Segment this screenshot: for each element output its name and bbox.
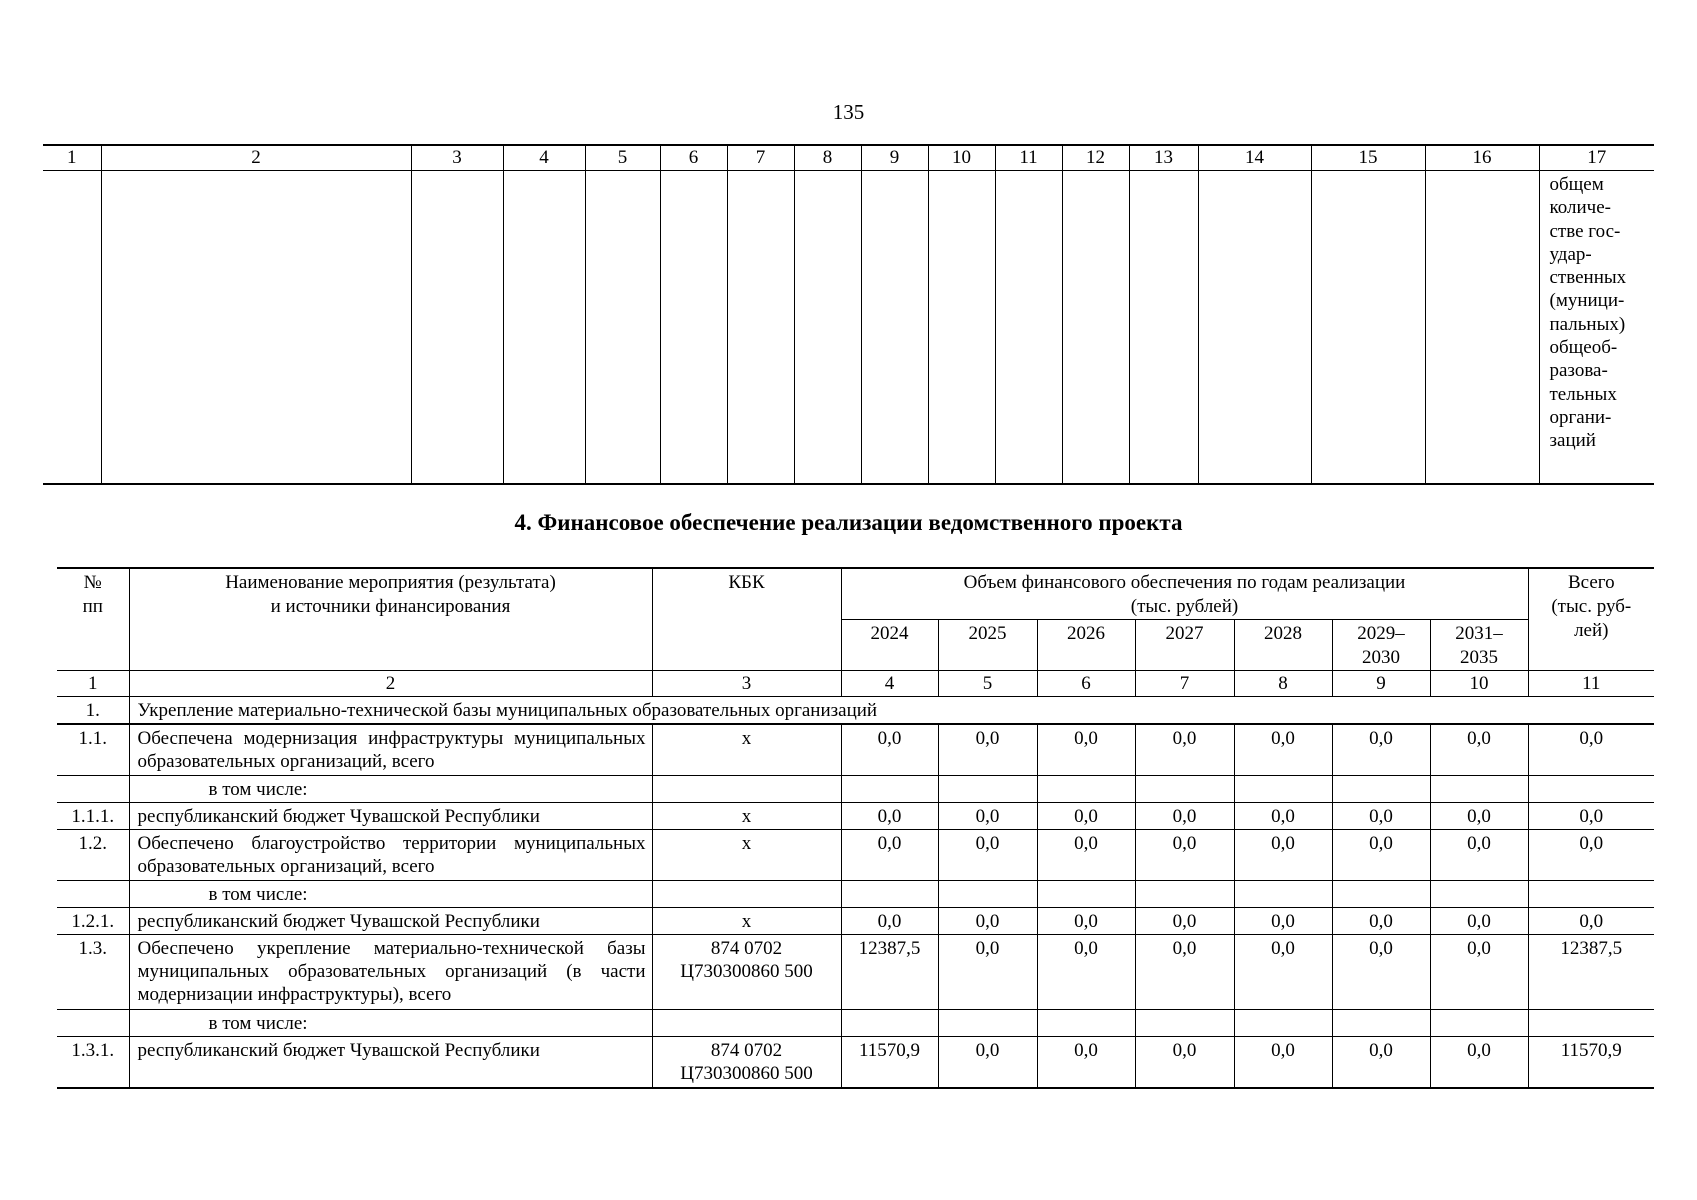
row-value: 0,0 [938, 803, 1037, 830]
row-value: 0,0 [1037, 803, 1135, 830]
row-value [1234, 1010, 1332, 1037]
row-value: 0,0 [1135, 908, 1234, 935]
row-kbk: 874 0702 Ц730300860 500 [652, 935, 841, 1010]
row-value: 0,0 [1430, 1037, 1528, 1089]
column-number: 8 [1234, 671, 1332, 697]
row-value: 0,0 [1135, 830, 1234, 881]
row-value: 0,0 [1430, 830, 1528, 881]
row-total: 11570,9 [1528, 1037, 1654, 1089]
header-row [57, 568, 1654, 620]
text-line: ственных [1549, 267, 1627, 289]
row-value [1135, 776, 1234, 803]
row-name: Обеспечено благоустройство территории муниципальных образовательных организаций, всего [129, 830, 652, 881]
table-row [57, 1010, 1654, 1037]
header-text: (тыс. рублей) [1130, 596, 1239, 617]
row-value [841, 1010, 938, 1037]
table-row [57, 935, 1654, 1010]
row-value: 0,0 [1234, 908, 1332, 935]
year-header: 2026 [1037, 620, 1135, 671]
table-cell [794, 171, 861, 485]
row-name: республиканский бюджет Чувашской Республики [129, 908, 652, 935]
text-line: разова- [1549, 360, 1608, 382]
row-value [1037, 881, 1135, 908]
row-value: 0,0 [1135, 724, 1234, 776]
row-name: в том числе: [129, 881, 652, 908]
row-total: 0,0 [1528, 724, 1654, 776]
row-kbk: x [652, 908, 841, 935]
row-number [57, 1010, 129, 1037]
row-value [1332, 1010, 1430, 1037]
column-number-row [43, 145, 1654, 171]
column-number: 4 [503, 145, 585, 171]
row-value [1234, 776, 1332, 803]
row-number [57, 881, 129, 908]
row-value: 0,0 [938, 1037, 1037, 1089]
year-header: 2028 [1234, 620, 1332, 671]
row-total: 0,0 [1528, 908, 1654, 935]
column-number: 7 [727, 145, 794, 171]
row-number: 1.3. [57, 935, 129, 1010]
table-cell [411, 171, 503, 485]
section-name: Укрепление материально-технической базы муниципальных образовательных организаций [129, 697, 1654, 725]
table-cell [727, 171, 794, 485]
row-name: в том числе: [129, 1010, 652, 1037]
row-value [1135, 881, 1234, 908]
table-row [57, 908, 1654, 935]
row-value: 11570,9 [841, 1037, 938, 1089]
text-line: стве гос- [1549, 220, 1621, 242]
table-cell [1062, 171, 1129, 485]
header-text: и источники финансирования [270, 596, 511, 617]
year-header: 2031– 2035 [1430, 620, 1528, 671]
column-17-text [1539, 171, 1654, 485]
row-kbk [652, 881, 841, 908]
row-value: 0,0 [938, 724, 1037, 776]
row-total: 12387,5 [1528, 935, 1654, 1010]
row-value: 0,0 [1037, 830, 1135, 881]
row-value: 0,0 [1234, 935, 1332, 1010]
table-cell [585, 171, 660, 485]
column-number: 8 [794, 145, 861, 171]
column-number: 10 [1430, 671, 1528, 697]
row-value: 0,0 [841, 830, 938, 881]
header-text: Наименование мероприятия (результата) [225, 572, 556, 593]
row-name: республиканский бюджет Чувашской Республики [129, 1037, 652, 1089]
row-value: 0,0 [1037, 908, 1135, 935]
header-text: (тыс. руб- [1551, 596, 1632, 617]
row-kbk [652, 1010, 841, 1037]
column-number: 11 [1528, 671, 1654, 697]
header-volume [841, 568, 1528, 620]
header-kbk: КБК [652, 568, 841, 671]
text-line: пальных) [1549, 313, 1626, 335]
row-value: 0,0 [1234, 803, 1332, 830]
header-number [57, 568, 129, 671]
table-row [57, 830, 1654, 881]
column-number: 12 [1062, 145, 1129, 171]
row-number: 1.1. [57, 724, 129, 776]
column-number: 17 [1539, 145, 1654, 171]
row-value: 0,0 [1332, 830, 1430, 881]
row-value: 0,0 [1430, 935, 1528, 1010]
year-header: 2025 [938, 620, 1037, 671]
row-value [938, 881, 1037, 908]
row-value: 0,0 [1332, 803, 1430, 830]
row-total [1528, 881, 1654, 908]
row-value: 0,0 [1234, 724, 1332, 776]
column-number: 7 [1135, 671, 1234, 697]
text-line: общеоб- [1549, 337, 1618, 359]
row-value: 0,0 [1234, 830, 1332, 881]
table-cell [1198, 171, 1311, 485]
column-number: 10 [928, 145, 995, 171]
table-cell [995, 171, 1062, 485]
row-number: 1.1.1. [57, 803, 129, 830]
row-value: 0,0 [1430, 908, 1528, 935]
row-value: 0,0 [841, 803, 938, 830]
text-line: (муници- [1549, 290, 1625, 312]
row-value: 0,0 [1037, 724, 1135, 776]
section-row [57, 697, 1654, 725]
row-value [1332, 776, 1430, 803]
text-line: заций [1549, 430, 1596, 452]
row-value: 0,0 [1135, 803, 1234, 830]
text-line: удар- [1549, 243, 1592, 265]
header-text: лей) [1574, 620, 1609, 641]
table-cell [660, 171, 727, 485]
row-kbk: x [652, 803, 841, 830]
column-number: 16 [1425, 145, 1539, 171]
row-name: республиканский бюджет Чувашской Республики [129, 803, 652, 830]
row-value: 0,0 [1332, 908, 1430, 935]
column-number: 13 [1129, 145, 1198, 171]
row-number [57, 776, 129, 803]
row-value [841, 881, 938, 908]
row-value: 0,0 [1332, 1037, 1430, 1089]
row-kbk: x [652, 830, 841, 881]
table-cell [503, 171, 585, 485]
row-value [1332, 881, 1430, 908]
row-value: 0,0 [938, 908, 1037, 935]
text-line: органи- [1549, 406, 1612, 428]
row-value [1135, 1010, 1234, 1037]
column-number: 15 [1311, 145, 1425, 171]
row-value: 0,0 [1135, 935, 1234, 1010]
header-text: № [83, 572, 102, 593]
row-number: 1. [57, 697, 129, 725]
header-text: Объем финансового обеспечения по годам реализации [963, 572, 1406, 593]
row-kbk: x [652, 724, 841, 776]
row-value [841, 776, 938, 803]
row-value: 0,0 [841, 724, 938, 776]
continuation-table [43, 144, 1654, 485]
column-number: 6 [660, 145, 727, 171]
column-number: 9 [1332, 671, 1430, 697]
row-number: 1.2. [57, 830, 129, 881]
section-title: 4. Финансовое обеспечение реализации ведомственного проекта [514, 510, 1183, 535]
header-text: пп [82, 596, 103, 617]
row-value [1430, 776, 1528, 803]
column-number: 3 [411, 145, 503, 171]
table-cell [101, 171, 411, 485]
row-value: 0,0 [1037, 935, 1135, 1010]
text-line: количе- [1549, 197, 1611, 219]
column-number: 4 [841, 671, 938, 697]
page-number: 135 [832, 100, 865, 124]
table-row [57, 803, 1654, 830]
column-number: 5 [938, 671, 1037, 697]
text-line: тельных [1549, 383, 1617, 405]
row-value: 0,0 [841, 908, 938, 935]
column-number: 6 [1037, 671, 1135, 697]
table-row [57, 776, 1654, 803]
row-value: 0,0 [938, 935, 1037, 1010]
column-number: 9 [861, 145, 928, 171]
row-number: 1.3.1. [57, 1037, 129, 1089]
row-value: 0,0 [1135, 1037, 1234, 1089]
column-number: 1 [57, 671, 129, 697]
table-cell [43, 171, 101, 485]
row-value [938, 776, 1037, 803]
row-value [1430, 881, 1528, 908]
row-value: 0,0 [1430, 803, 1528, 830]
column-number: 5 [585, 145, 660, 171]
row-value [1037, 776, 1135, 803]
row-value: 0,0 [1037, 1037, 1135, 1089]
row-value: 0,0 [938, 830, 1037, 881]
column-number: 3 [652, 671, 841, 697]
row-value: 0,0 [1430, 724, 1528, 776]
row-kbk: 874 0702 Ц730300860 500 [652, 1037, 841, 1089]
header-total [1528, 568, 1654, 671]
year-header: 2029– 2030 [1332, 620, 1430, 671]
row-kbk [652, 776, 841, 803]
column-number: 2 [101, 145, 411, 171]
column-number-row [57, 671, 1654, 697]
table-row [57, 724, 1654, 776]
column-number: 2 [129, 671, 652, 697]
row-value [938, 1010, 1037, 1037]
header-name [129, 568, 652, 671]
row-name: Обеспечена модернизация инфраструктуры муниципальных образовательных организаций, всего [129, 724, 652, 776]
column-number: 11 [995, 145, 1062, 171]
row-total [1528, 1010, 1654, 1037]
row-number: 1.2.1. [57, 908, 129, 935]
table-cell [1425, 171, 1539, 485]
column-number: 14 [1198, 145, 1311, 171]
table-row [57, 1037, 1654, 1089]
row-value: 12387,5 [841, 935, 938, 1010]
row-value [1234, 881, 1332, 908]
row-name: в том числе: [129, 776, 652, 803]
year-header: 2024 [841, 620, 938, 671]
table-cell [1129, 171, 1198, 485]
row-value: 0,0 [1332, 724, 1430, 776]
row-value: 0,0 [1234, 1037, 1332, 1089]
year-header: 2027 [1135, 620, 1234, 671]
table-cell [861, 171, 928, 485]
column-number: 1 [43, 145, 101, 171]
row-value: 0,0 [1332, 935, 1430, 1010]
table-cell [928, 171, 995, 485]
row-total: 0,0 [1528, 803, 1654, 830]
table-cell [1311, 171, 1425, 485]
row-name: Обеспечено укрепление материально-технической базы муниципальных образовательных организаций (в части модернизации инфраструктуры), всего [129, 935, 652, 1010]
table-row [57, 881, 1654, 908]
row-value [1037, 1010, 1135, 1037]
financial-table [57, 567, 1654, 1089]
row-total [1528, 776, 1654, 803]
header-text: Всего [1567, 572, 1615, 593]
text-line: общем [1549, 174, 1604, 195]
row-value [1430, 1010, 1528, 1037]
continuation-row [43, 171, 1654, 485]
row-total: 0,0 [1528, 830, 1654, 881]
